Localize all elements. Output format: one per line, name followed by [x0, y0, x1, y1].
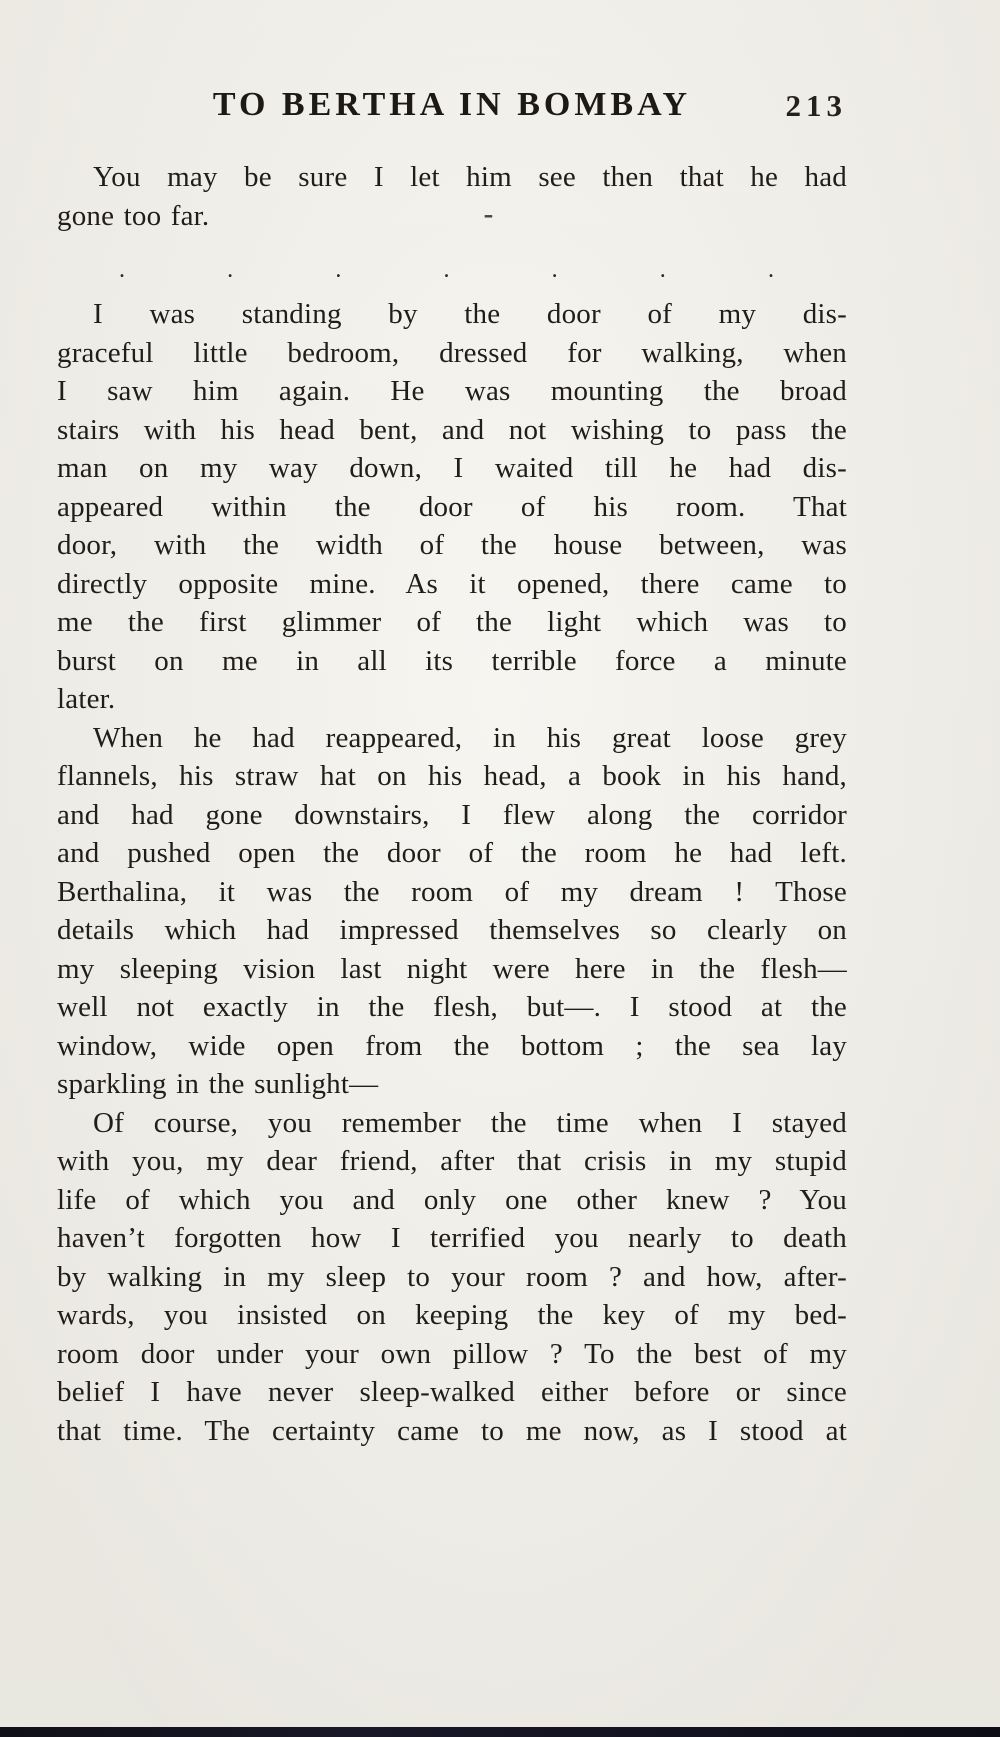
separator-dot: .	[119, 257, 125, 283]
text-line: window, wide open from the bottom ; the sea lay	[57, 1029, 847, 1062]
text-line: door, with the width of the house between, was	[57, 529, 847, 561]
text-line: I saw him again. He was mounting the broad	[57, 375, 847, 407]
text-line: sparkling in the sunlight—	[57, 1068, 379, 1100]
text-line: with you, my dear friend, after that crisis in my stupid	[57, 1145, 847, 1177]
separator-dot: .	[227, 257, 234, 283]
text-line: me the first glimmer of the light which was to	[57, 606, 847, 638]
text-line: and pushed open the door of the room he had left.	[57, 837, 847, 869]
paragraph	[57, 1104, 847, 1451]
separator-dot: .	[767, 257, 774, 283]
text-line: graceful little bedroom, dressed for walking, when	[57, 336, 847, 369]
text-line: burst on me in all its terrible force a minute	[57, 644, 847, 677]
text-line: When he had reappeared, in his great loose grey	[93, 721, 847, 754]
text-line: by walking in my sleep to your room ? and how, after-	[57, 1260, 847, 1293]
separator-dot: .	[551, 257, 558, 283]
text-line: room door under your own pillow ? To the best of my	[57, 1337, 847, 1370]
page-header	[57, 86, 847, 130]
page-number: 213	[785, 88, 847, 123]
text-line: flannels, his straw hat on his head, a book in his hand,	[57, 760, 847, 792]
chapter-title: TO BERTHA IN BOMBAY	[212, 86, 692, 123]
separator-dot: .	[443, 257, 450, 283]
text-line: and had gone downstairs, I flew along the corridor	[57, 798, 847, 831]
text-line	[57, 197, 847, 236]
scan-edge-artifact	[0, 1727, 1000, 1737]
text-line: Berthalina, it was the room of my dream ! Those	[57, 875, 847, 908]
page-body	[57, 158, 847, 1450]
print-artifact-dash: -	[483, 197, 494, 230]
text-line: later.	[57, 683, 116, 715]
text-line: directly opposite mine. As it opened, there came to	[57, 567, 847, 600]
text-line: details which had impressed themselves so clearly on	[57, 914, 847, 946]
text-line: You may be sure I let him see then that he had	[93, 161, 847, 193]
paragraph	[57, 295, 847, 719]
text-line: Of course, you remember the time when I stayed	[93, 1106, 847, 1139]
text-line: wards, you insisted on keeping the key of my bed-	[57, 1299, 847, 1331]
text-line: my sleeping vision last night were here in the flesh—	[57, 952, 847, 985]
text-column	[57, 86, 847, 1450]
section-separator	[119, 259, 774, 281]
paragraph	[57, 158, 847, 235]
text-line: stairs with his head bent, and not wishing to pass the	[57, 413, 847, 446]
text-line: I was standing by the door of my dis-	[93, 298, 847, 330]
text-line: life of which you and only one other knew ? You	[57, 1183, 847, 1216]
text-line-content: gone too far.	[57, 199, 210, 232]
text-line: man on my way down, I waited till he had dis-	[57, 452, 847, 484]
text-line: belief I have never sleep-walked either before or since	[57, 1376, 847, 1408]
text-line: haven’t forgotten how I terrified you nearly to death	[57, 1222, 847, 1254]
separator-dot: .	[659, 257, 666, 283]
separator-dot: .	[335, 257, 342, 283]
paragraph	[57, 719, 847, 1104]
text-line: appeared within the door of his room. That	[57, 490, 847, 523]
text-line: well not exactly in the flesh, but—. I stood at the	[57, 991, 847, 1023]
text-line: that time. The certainty came to me now, as I stood at	[57, 1414, 847, 1447]
